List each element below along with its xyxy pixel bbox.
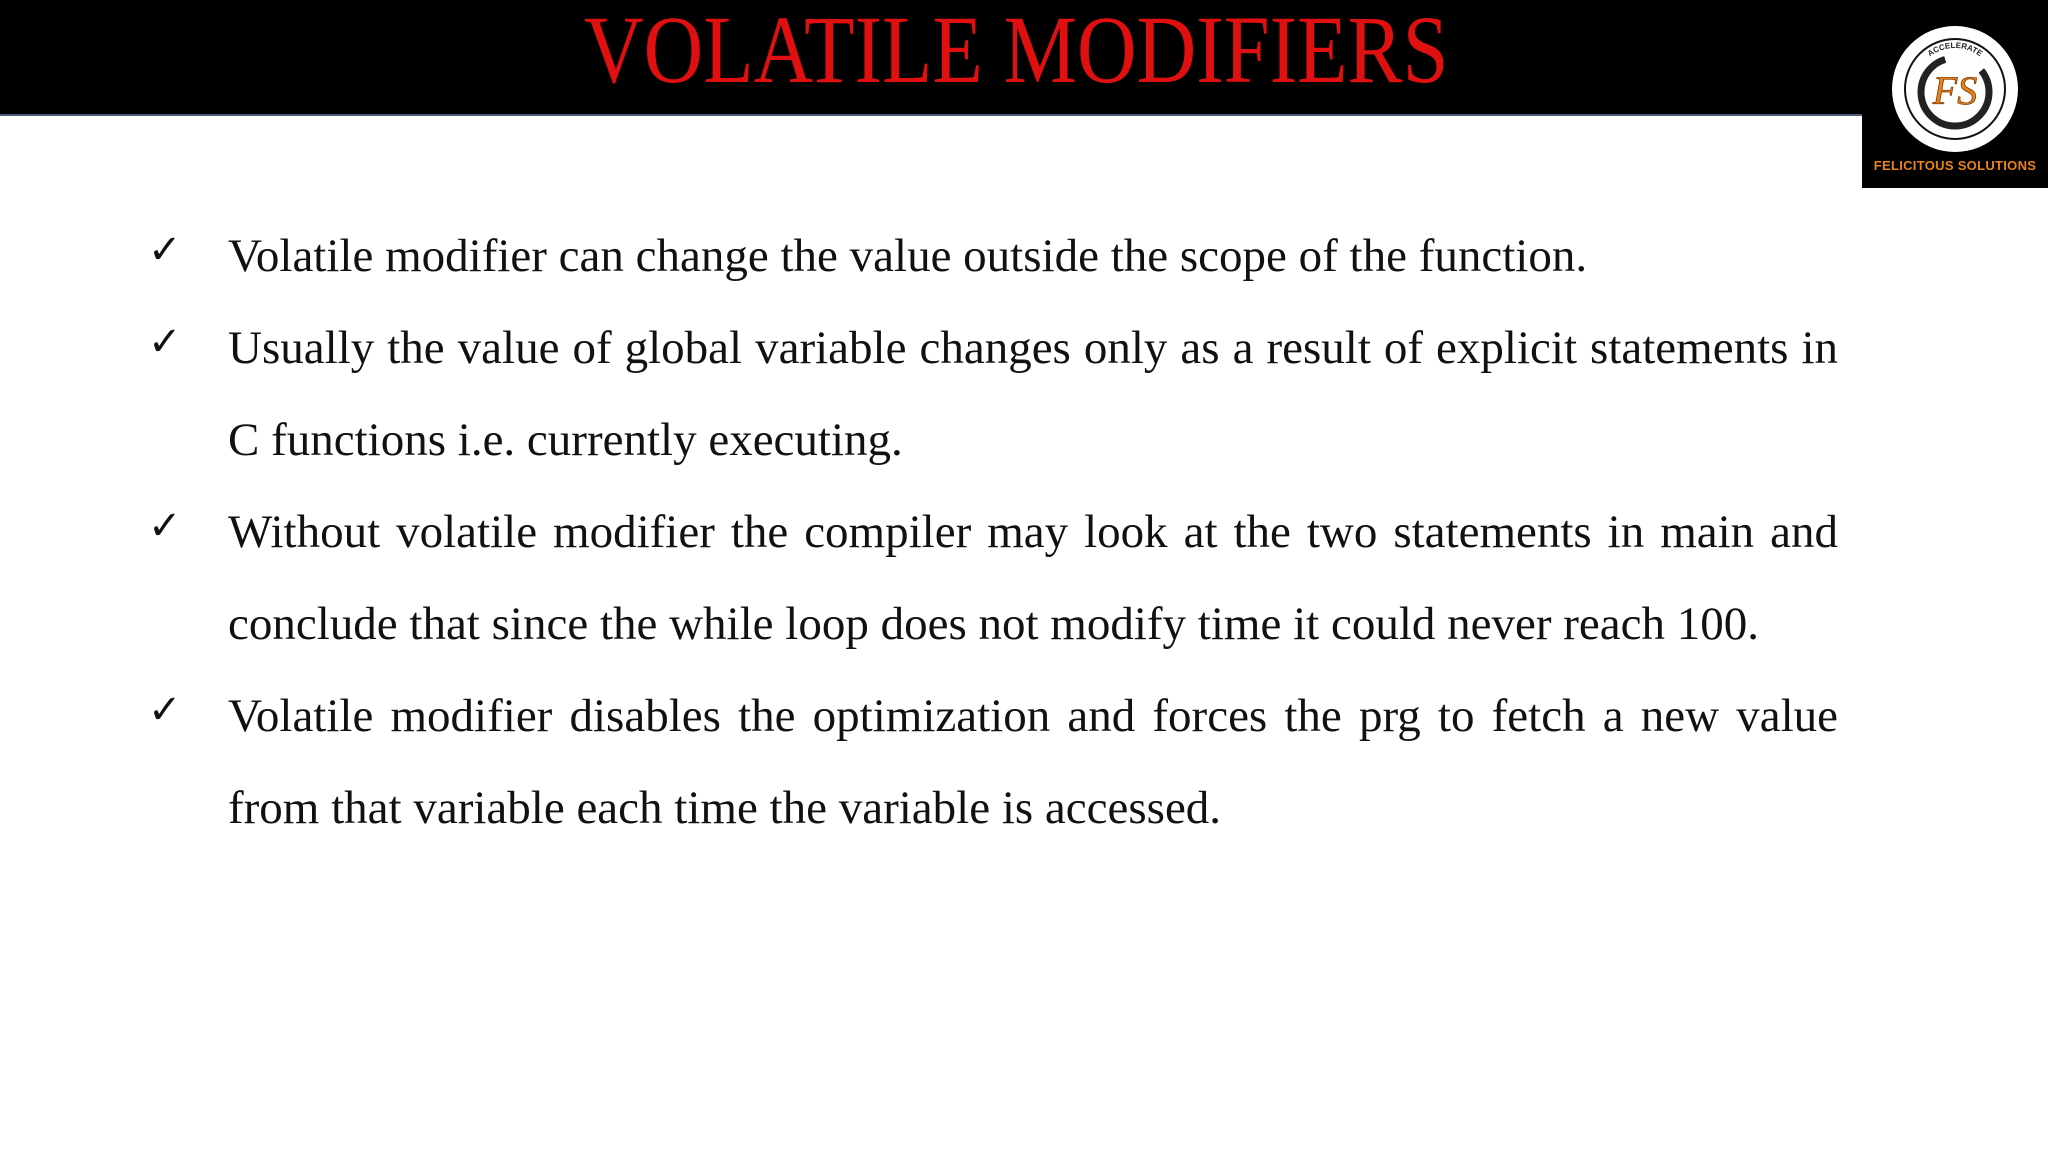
check-mark-icon: ✓ bbox=[148, 687, 182, 733]
bullet-text: Without volatile modifier the compiler may look at the two statements in main and conclude that since the while loop does not modify time it could never reach 100. bbox=[228, 506, 1838, 650]
logo-monogram: FS bbox=[1932, 68, 1978, 113]
bullet-text: Volatile modifier disables the optimization and forces the prg to fetch a new value from that variable each time the variable is accessed. bbox=[228, 690, 1838, 834]
bullet-item bbox=[148, 486, 1838, 670]
logo-emblem bbox=[1892, 26, 2018, 152]
bullet-text: Usually the value of global variable changes only as a result of explicit statements in C functions i.e. currently executing. bbox=[228, 322, 1838, 466]
bullet-item bbox=[148, 210, 1838, 302]
bullet-item bbox=[148, 670, 1838, 854]
check-mark-icon: ✓ bbox=[148, 503, 182, 549]
logo-ring-text: ACCELERATE bbox=[1925, 40, 1985, 59]
slide-title: VOLATILE MODIFIERS bbox=[583, 0, 1449, 103]
company-logo bbox=[1862, 0, 2048, 188]
logo-emblem-graphic bbox=[1892, 26, 2018, 152]
check-mark-icon: ✓ bbox=[148, 227, 182, 273]
logo-caption: FELICITOUS SOLUTIONS bbox=[1873, 158, 2037, 173]
check-mark-icon: ✓ bbox=[148, 319, 182, 365]
bullet-item bbox=[148, 302, 1838, 486]
bullet-text: Volatile modifier can change the value outside the scope of the function. bbox=[228, 230, 1588, 282]
bullet-list bbox=[148, 210, 1838, 854]
